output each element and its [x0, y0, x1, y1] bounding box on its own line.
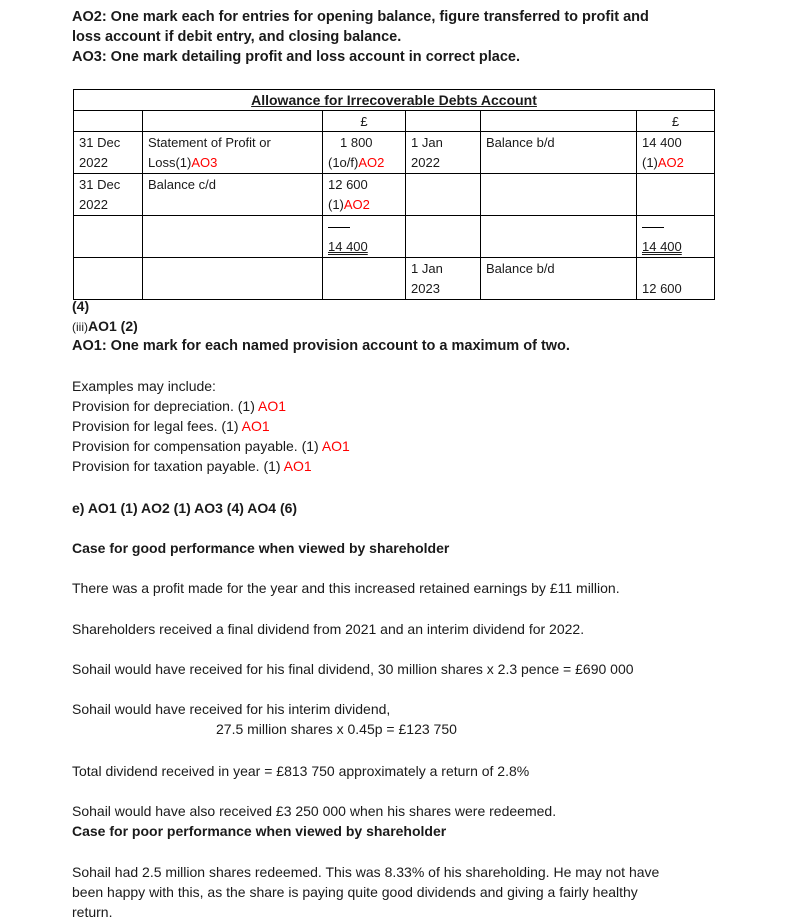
ledger-row	[74, 258, 715, 300]
mark-code: AO2	[358, 155, 385, 170]
list-item: Provision for depreciation. (1) AO1	[72, 398, 286, 414]
ledger-row	[74, 132, 715, 174]
ledger-title: Allowance for Irrecoverable Debts Account	[74, 90, 715, 111]
paragraph: Total dividend received in year = £813 750 approximately a return of 2.8%	[72, 763, 530, 779]
ledger-account-table	[73, 89, 715, 300]
ao2-note-line2: loss account if debit entry, and closing balance.	[72, 29, 402, 45]
ao3-note: AO3: One mark detailing profit and loss account in correct place.	[72, 49, 520, 65]
credit-details: Balance b/d	[481, 258, 637, 300]
paragraph: Sohail had 2.5 million shares redeemed. This was 8.33% of his shareholding. He may not have	[72, 864, 660, 880]
list-item: Provision for taxation payable. (1) AO1	[72, 458, 312, 474]
debit-amount: 12 600 (1)AO2	[323, 174, 406, 216]
debit-date: 31 Dec 2022	[74, 132, 143, 174]
credit-date: 1 Jan 2023	[406, 258, 481, 300]
debit-currency-header: £	[323, 111, 406, 132]
paragraph: return.	[72, 904, 113, 920]
list-item: Provision for legal fees. (1) AO1	[72, 418, 270, 434]
credit-date: 1 Jan 2022	[406, 132, 481, 174]
poor-performance-heading: Case for poor performance when viewed by shareholder	[72, 823, 447, 839]
debit-total: 14 400	[323, 216, 406, 258]
debit-details: Balance c/d	[143, 174, 323, 216]
credit-total: 14 400	[637, 216, 715, 258]
mark-code: AO2	[343, 197, 370, 212]
paragraph: 27.5 million shares x 0.45p = £123 750	[216, 721, 457, 737]
good-performance-heading: Case for good performance when viewed by shareholder	[72, 540, 450, 556]
examples-heading: Examples may include:	[72, 378, 216, 394]
ao2-note-line1: AO2: One mark each for entries for opening balance, figure transferred to profit and	[72, 9, 649, 25]
ledger-totals-row	[74, 216, 715, 258]
list-item: Provision for compensation payable. (1) AO1	[72, 438, 350, 454]
part-ii-marks: (4)	[72, 298, 90, 314]
paragraph: Shareholders received a final dividend from 2021 and an interim dividend for 2022.	[72, 621, 585, 637]
paragraph: Sohail would have also received £3 250 000 when his shares were redeemed.	[72, 803, 557, 819]
part-e-heading: e) AO1 (1) AO2 (1) AO3 (4) AO4 (6)	[72, 500, 298, 516]
paragraph: been happy with this, as the share is paying quite good dividends and giving a fairly healthy	[72, 884, 638, 900]
debit-details: Statement of Profit or Loss(1)AO3	[143, 132, 323, 174]
mark-code: AO2	[657, 155, 684, 170]
credit-amount: 12 600	[637, 258, 715, 300]
part-iii-instruction: AO1: One mark for each named provision account to a maximum of two.	[72, 338, 570, 354]
total-rule	[328, 227, 350, 237]
paragraph: Sohail would have received for his final dividend, 30 million shares x 2.3 pence = £690 000	[72, 661, 634, 677]
paragraph: Sohail would have received for his interim dividend,	[72, 701, 391, 717]
ledger-row	[74, 174, 715, 216]
total-rule	[642, 227, 664, 237]
debit-amount: 1 800 (1o/f)AO2	[323, 132, 406, 174]
debit-date: 31 Dec 2022	[74, 174, 143, 216]
credit-currency-header: £	[637, 111, 715, 132]
mark-code: AO3	[191, 155, 218, 170]
part-iii-label: (iii)AO1 (2)	[72, 318, 138, 334]
credit-amount: 14 400 (1)AO2	[637, 132, 715, 174]
paragraph: There was a profit made for the year and this increased retained earnings by £11 million.	[72, 580, 620, 596]
credit-details: Balance b/d	[481, 132, 637, 174]
